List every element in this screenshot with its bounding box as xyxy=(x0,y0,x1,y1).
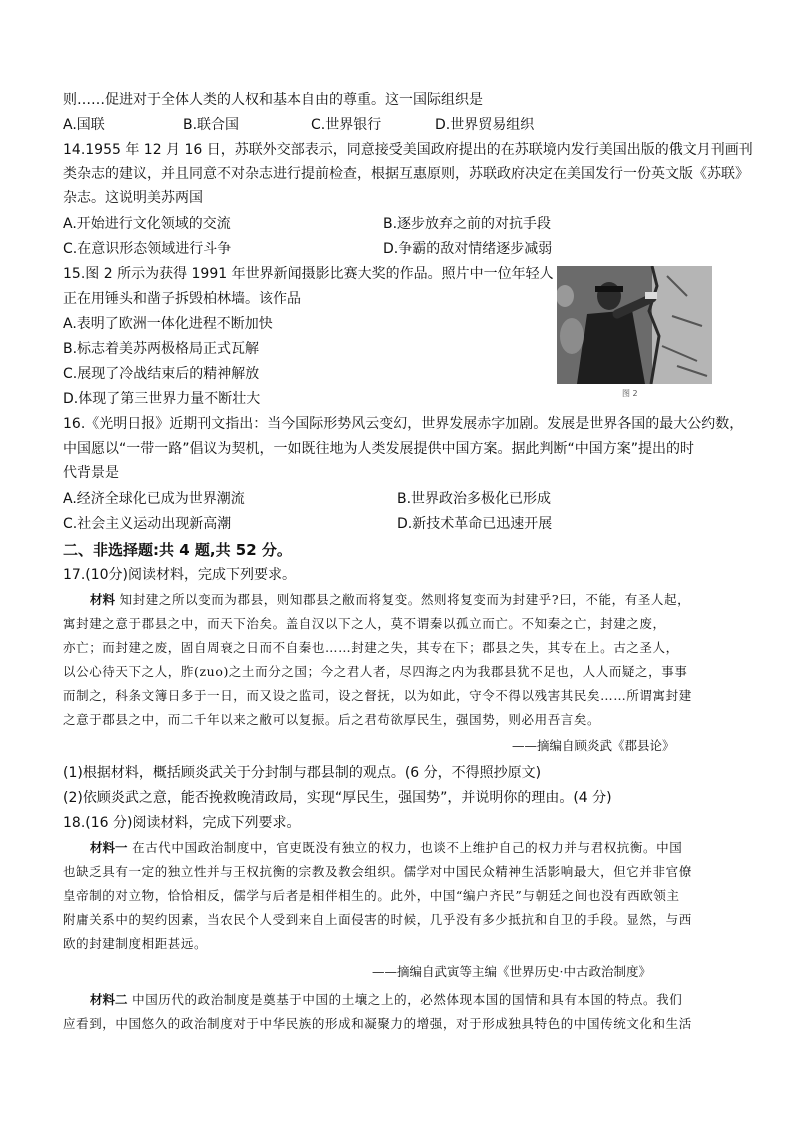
q18-material1-citation: ——摘编自武寅等主编《世界历史·中古政治制度》 xyxy=(372,964,651,979)
berlin-wall-photo xyxy=(557,266,712,384)
q16-option-d[interactable]: D.新技术革命已迅速开展 xyxy=(397,516,553,532)
q17-material-text: 知封建之所以变而为郡县，则知郡县之敝而将复变。然则将复变而为封建乎?曰，不能，有圣人起， xyxy=(115,592,691,607)
q16-option-b[interactable]: B.世界政治多极化已形成 xyxy=(397,491,552,507)
q17-question: (1)根据材料，概括顾炎武关于分封制与郡县制的观点。(6 分，不得照抄原文) xyxy=(63,765,542,781)
q16-stem-line: 代背景是 xyxy=(63,465,119,481)
q16-stem-line: 中国愿以“一带一路”倡议为契机，一如既往地为人类发展提供中国方案。据此判断“中国方案”提出的时 xyxy=(63,441,695,457)
q14-option-d[interactable]: D.争霸的敌对情绪逐步减弱 xyxy=(383,241,553,257)
q15-stem-line: 15.图 2 所示为获得 1991 年世界新闻摄影比赛大奖的作品。照片中一位年轻人 xyxy=(63,266,554,282)
q15-option-b[interactable]: B.标志着美苏两极格局正式瓦解 xyxy=(63,341,260,357)
q13-option-d[interactable]: D.世界贸易组织 xyxy=(435,117,535,133)
q18-material1-line: 皇帝制的对立物，恰恰相反，儒学与后者是相伴相生的。此外，中国“编户齐民”与朝廷之间也没有西欧领主 xyxy=(63,888,680,903)
q15-option-a[interactable]: A.表明了欧洲一体化进程不断加快 xyxy=(63,316,273,332)
q13-option-a[interactable]: A.国联 xyxy=(63,117,105,133)
section-title: 二、非选择题:共 4 题,共 52 分。 xyxy=(63,541,292,559)
q17-material-line: 以公心待天下之人，胙(zuo)之土而分之国；今之君人者，尽四海之内为我郡县犹不足也，人人而疑之，事事 xyxy=(63,664,688,679)
q17-material-label: 材料 xyxy=(90,592,116,607)
photo-illustration xyxy=(557,266,712,384)
q16-stem-line: 16.《光明日报》近期刊文指出：当今国际形势风云变幻，世界发展赤字加剧。发展是世界各国的最大公约数， xyxy=(63,416,744,432)
q14-stem-line: 杂志。这说明美苏两国 xyxy=(63,190,203,206)
q14-option-b[interactable]: B.逐步放弃之前的对抗手段 xyxy=(383,216,552,232)
q18-intro: 18.(16 分)阅读材料，完成下列要求。 xyxy=(63,815,301,831)
q17-material-line: 而制之，科条文簿日多于一日，而又设之监司，设之督抚，以为如此，守令不得以残害其民矣……所谓寓封建 xyxy=(63,688,692,703)
q17-question: (2)依顾炎武之意，能否挽救晚清政局，实现“厚民生，强国势”，并说明你的理由。(4 分) xyxy=(63,790,612,806)
q15-option-c[interactable]: C.展现了冷战结束后的精神解放 xyxy=(63,366,260,382)
q16-option-a[interactable]: A.经济全球化已成为世界潮流 xyxy=(63,491,245,507)
q13-option-b[interactable]: B.联合国 xyxy=(183,117,240,133)
q18-material2-label: 材料二 xyxy=(90,992,128,1007)
q17-material-line: 之意于郡县之中，而二千年以来之敝可以复振。后之君苟欲厚民生，强国势，则必用吾言矣。 xyxy=(63,712,601,727)
q16-option-c[interactable]: C.社会主义运动出现新高潮 xyxy=(63,516,232,532)
q18-material2-line xyxy=(90,990,682,1010)
q15-stem-line: 正在用锤头和凿子拆毁柏林墙。该作品 xyxy=(63,291,301,307)
q14-stem-line: 类杂志的建议，并且同意不对杂志进行提前检查，根据互惠原则，苏联政府决定在美国发行一份英文版《苏联》 xyxy=(63,166,749,182)
q17-material-line: 寓封建之意于郡县之中，而天下治矣。盖自汉以下之人，莫不谓秦以孤立而亡。不知秦之亡，封建之废， xyxy=(63,616,666,631)
q18-material2-line: 应看到，中国悠久的政治制度对于中华民族的形成和凝聚力的增强，对于形成独具特色的中国传统文化和生活 xyxy=(63,1016,692,1031)
q17-material-line: 亦亡；而封建之废，固自周衰之日而不自秦也……封建之失，其专在下；郡县之失，其专在上。古之圣人， xyxy=(63,640,679,655)
q17-intro: 17.(10分)阅读材料，完成下列要求。 xyxy=(63,567,297,583)
q18-material2-text: 中国历代的政治制度是奠基于中国的土壤之上的，必然体现本国的国情和具有本国的特点。我们 xyxy=(127,992,683,1007)
q18-material1-line xyxy=(90,838,682,858)
figure-caption: 图 2 xyxy=(622,389,638,398)
q14-stem-line: 14.1955 年 12 月 16 日，苏联外交部表示，同意接受美国政府提出的在苏联境内发行美国出版的俄文月刊画刊 xyxy=(63,142,753,158)
q14-option-c[interactable]: C.在意识形态领域进行斗争 xyxy=(63,241,232,257)
q18-material1-line: 也缺乏具有一定的独立性并与王权抗衡的宗教及教会组织。儒学对中国民众精神生活影响最大，但它并非官僚 xyxy=(63,864,692,879)
q18-material1-label: 材料一 xyxy=(90,840,128,855)
q15-option-d[interactable]: D.体现了第三世界力量不断壮大 xyxy=(63,391,261,407)
q18-material1-line: 欧的封建制度相距甚远。 xyxy=(63,936,208,951)
q17-material-line xyxy=(90,590,690,610)
q13-stem-tail: 则……促进对于全体人类的人权和基本自由的尊重。这一国际组织是 xyxy=(63,92,483,108)
q13-option-c[interactable]: C.世界银行 xyxy=(311,117,382,133)
q14-option-a[interactable]: A.开始进行文化领域的交流 xyxy=(63,216,231,232)
q18-material1-text: 在古代中国政治制度中，官吏既没有独立的权力，也谈不上维护自己的权力并与君权抗衡。中国 xyxy=(127,840,683,855)
q17-citation: ——摘编自顾炎武《郡县论》 xyxy=(512,738,675,753)
q18-material1-line: 附庸关系中的契约因素，当农民个人受到来自上面侵害的时候，几乎没有多少抵抗和自卫的手段。显然，与西 xyxy=(63,912,692,927)
